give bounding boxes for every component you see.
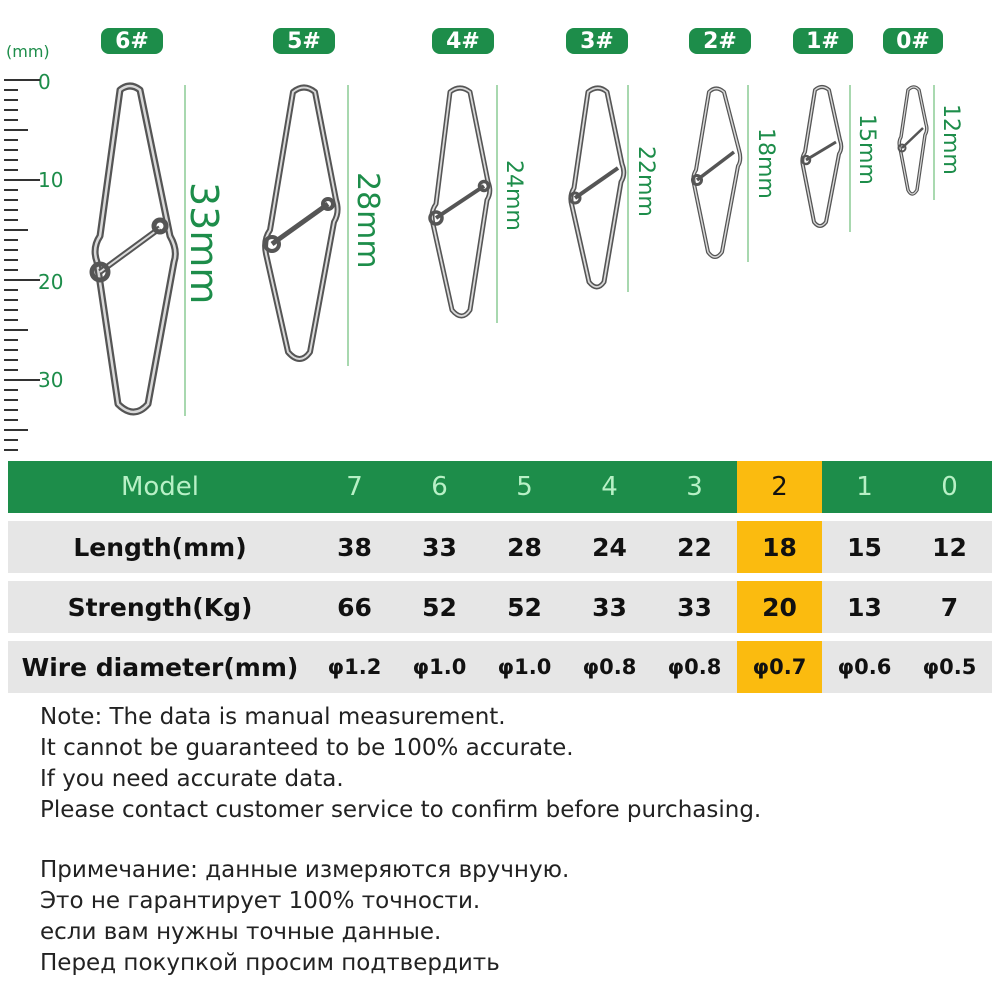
note-line: Это не гарантирует 100% точности. [40, 888, 481, 914]
badge-2: 2# [689, 28, 751, 54]
table-cell: 52 [482, 581, 567, 633]
snap-pin-1 [802, 87, 841, 226]
header-cell-highlighted: 2 [737, 461, 822, 513]
note-line: Note: The data is manual measurement. [40, 704, 506, 730]
note-russian [40, 855, 569, 979]
table-cell-highlighted: 18 [737, 521, 822, 573]
table-cell: 33 [567, 581, 652, 633]
note-line: It cannot be guaranteed to be 100% accurate. [40, 735, 574, 761]
ruler-tick-0: 0 [38, 70, 51, 94]
snap-pin-3 [570, 88, 624, 287]
size-label-18mm: 18mm [753, 128, 778, 199]
size-label-22mm: 22mm [633, 146, 658, 217]
badge-1: 1# [793, 28, 853, 54]
header-cell: 5 [482, 461, 567, 513]
table-cell: 33 [652, 581, 737, 633]
note-line: Примечание: данные измеряются вручную. [40, 857, 570, 883]
size-label-33mm: 33mm [182, 182, 226, 305]
spec-table [8, 453, 992, 701]
size-label-15mm: 15mm [854, 114, 879, 185]
ruler-tick-30: 30 [38, 368, 64, 392]
badge-4: 4# [432, 28, 494, 54]
badge-5: 5# [273, 28, 335, 54]
note-line: If you need accurate data. [40, 766, 344, 792]
table-header-row [8, 461, 992, 513]
table-cell: 38 [312, 521, 397, 573]
table-cell: 13 [822, 581, 907, 633]
table-cell: φ1.0 [397, 641, 482, 693]
table-cell: 66 [312, 581, 397, 633]
table-row-strength [8, 581, 992, 633]
table-cell: 24 [567, 521, 652, 573]
size-label-12mm: 12mm [938, 104, 963, 175]
table-cell: 12 [907, 521, 992, 573]
note-english [40, 702, 761, 826]
table-cell: φ1.2 [312, 641, 397, 693]
snap-pin-5 [265, 88, 338, 360]
header-cell: 3 [652, 461, 737, 513]
table-cell: 7 [907, 581, 992, 633]
header-cell: 0 [907, 461, 992, 513]
size-label-28mm: 28mm [350, 172, 385, 269]
header-cell: 6 [397, 461, 482, 513]
header-cell: 4 [567, 461, 652, 513]
table-row-wire-diameter [8, 641, 992, 693]
table-cell: 15 [822, 521, 907, 573]
row-label: Strength(Kg) [8, 581, 312, 633]
ruler-tick-10: 10 [38, 168, 64, 192]
table-cell: φ0.8 [567, 641, 652, 693]
snap-pin-0 [899, 87, 927, 194]
note-line: Перед покупкой просим подтвердить [40, 950, 500, 976]
row-label: Wire diameter(mm) [8, 641, 312, 693]
ruler [4, 80, 40, 450]
badge-6: 6# [101, 28, 163, 54]
table-cell-highlighted: 20 [737, 581, 822, 633]
row-label: Length(mm) [8, 521, 312, 573]
note-line: Please contact customer service to confirm before purchasing. [40, 797, 762, 823]
ruler-tick-20: 20 [38, 270, 64, 294]
table-cell: 28 [482, 521, 567, 573]
snap-pin-4 [430, 88, 490, 316]
badge-3: 3# [566, 28, 628, 54]
table-cell: φ0.6 [822, 641, 907, 693]
product-illustration [0, 0, 1000, 460]
badge-0: 0# [883, 28, 943, 54]
table-cell: φ0.5 [907, 641, 992, 693]
table-cell: 22 [652, 521, 737, 573]
table-cell: φ1.0 [482, 641, 567, 693]
snap-pin-2 [693, 89, 741, 258]
ruler-unit-label: (mm) [6, 42, 50, 61]
table-row-length [8, 521, 992, 573]
header-cell: 7 [312, 461, 397, 513]
table-cell: 33 [397, 521, 482, 573]
header-cell: 1 [822, 461, 907, 513]
size-label-24mm: 24mm [501, 160, 526, 231]
table-cell: 52 [397, 581, 482, 633]
table-cell: φ0.8 [652, 641, 737, 693]
header-cell-model: Model [8, 461, 312, 513]
table-cell-highlighted: φ0.7 [737, 641, 822, 693]
note-line: если вам нужны точные данные. [40, 919, 442, 945]
snap-pin-6 [92, 86, 175, 412]
